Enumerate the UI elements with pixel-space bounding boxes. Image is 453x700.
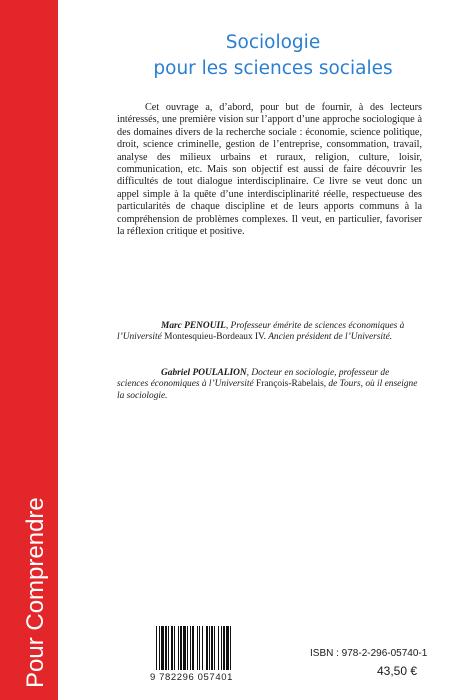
barcode-bar (187, 626, 188, 670)
barcode-bar (197, 626, 198, 670)
barcode-bar (192, 626, 194, 670)
price: 43,50 € (377, 664, 418, 678)
barcode-bar (190, 626, 191, 670)
author-desc-italic: Ancien président de l’Université. (266, 332, 393, 343)
barcode-bar (202, 626, 203, 670)
author-desc-italic: , Professeur émérite de sciences économiques à l’Université (117, 321, 405, 343)
author-name: Gabriel POULALION (161, 368, 247, 378)
barcode-bar (230, 626, 231, 670)
barcode-bar (159, 626, 160, 670)
barcode-bar (199, 626, 200, 670)
barcode-bar (183, 626, 186, 670)
barcode-digits: 9 782296 057401 (150, 672, 233, 683)
series-label-container (0, 0, 58, 700)
barcode-bar (161, 626, 164, 670)
series-label: Pour Comprendre (22, 497, 49, 688)
barcode-bar (206, 626, 208, 670)
barcode-bar (180, 626, 182, 670)
title-line-1: Sociologie (225, 32, 321, 53)
barcode (150, 626, 262, 690)
author-desc-roman: Montesquieu-Bordeaux IV. (164, 332, 267, 343)
book-summary: Cet ouvrage a, d’abord, pour but de fournir, à des lecteurs intéressés, une première vision sur l’apport d’une approche sociologique à des domaines divers de la recherche sociale : économie, science politique, droit, science criminelle, gestion de l’entreprise, consommation, travail, analyse des milieux urbains et ruraux, religion, culture, loisir, communication, etc. Mais son objectif est aussi de faire découvrir les difficultés de tout dialogue interdisciplinaire. Ce livre se veut donc un appel simple à la quête d’une interdisciplinarité réelle, respectueuse des particularités de chaque discipline et de leurs apports communs à la compréhension de problèmes complexes. Il veut, en particulier, favoriser la réflexion critique et positive. (117, 102, 422, 238)
author-desc-italic: , Docteur en sociologie, professeur de sciences économiques à l’Université (117, 368, 390, 390)
barcode-bar (221, 626, 222, 670)
barcode-bar (218, 626, 219, 670)
author-credit-1 (117, 321, 422, 344)
barcode-bars (156, 626, 260, 670)
title-line-2: pour les sciences sociales (153, 58, 393, 79)
barcode-bar (165, 626, 167, 670)
barcode-bar (209, 626, 210, 670)
barcode-bar (156, 626, 157, 670)
barcode-bar (226, 626, 229, 670)
barcode-bar (211, 626, 213, 670)
barcode-bar (171, 626, 173, 670)
book-title (108, 30, 438, 82)
author-name: Marc PENOUIL (161, 321, 226, 331)
author-desc-roman: François-Rabelais, (256, 379, 327, 390)
barcode-bar (168, 626, 169, 670)
barcode-bar (223, 626, 225, 670)
author-credit-2 (117, 368, 422, 402)
barcode-bar (174, 626, 175, 670)
author-desc-italic: de Tours, où il enseigne la sociologie. (117, 379, 418, 401)
barcode-bar (214, 626, 215, 670)
barcode-bar (178, 626, 179, 670)
isbn: ISBN : 978-2-296-05740-1 (310, 648, 428, 659)
